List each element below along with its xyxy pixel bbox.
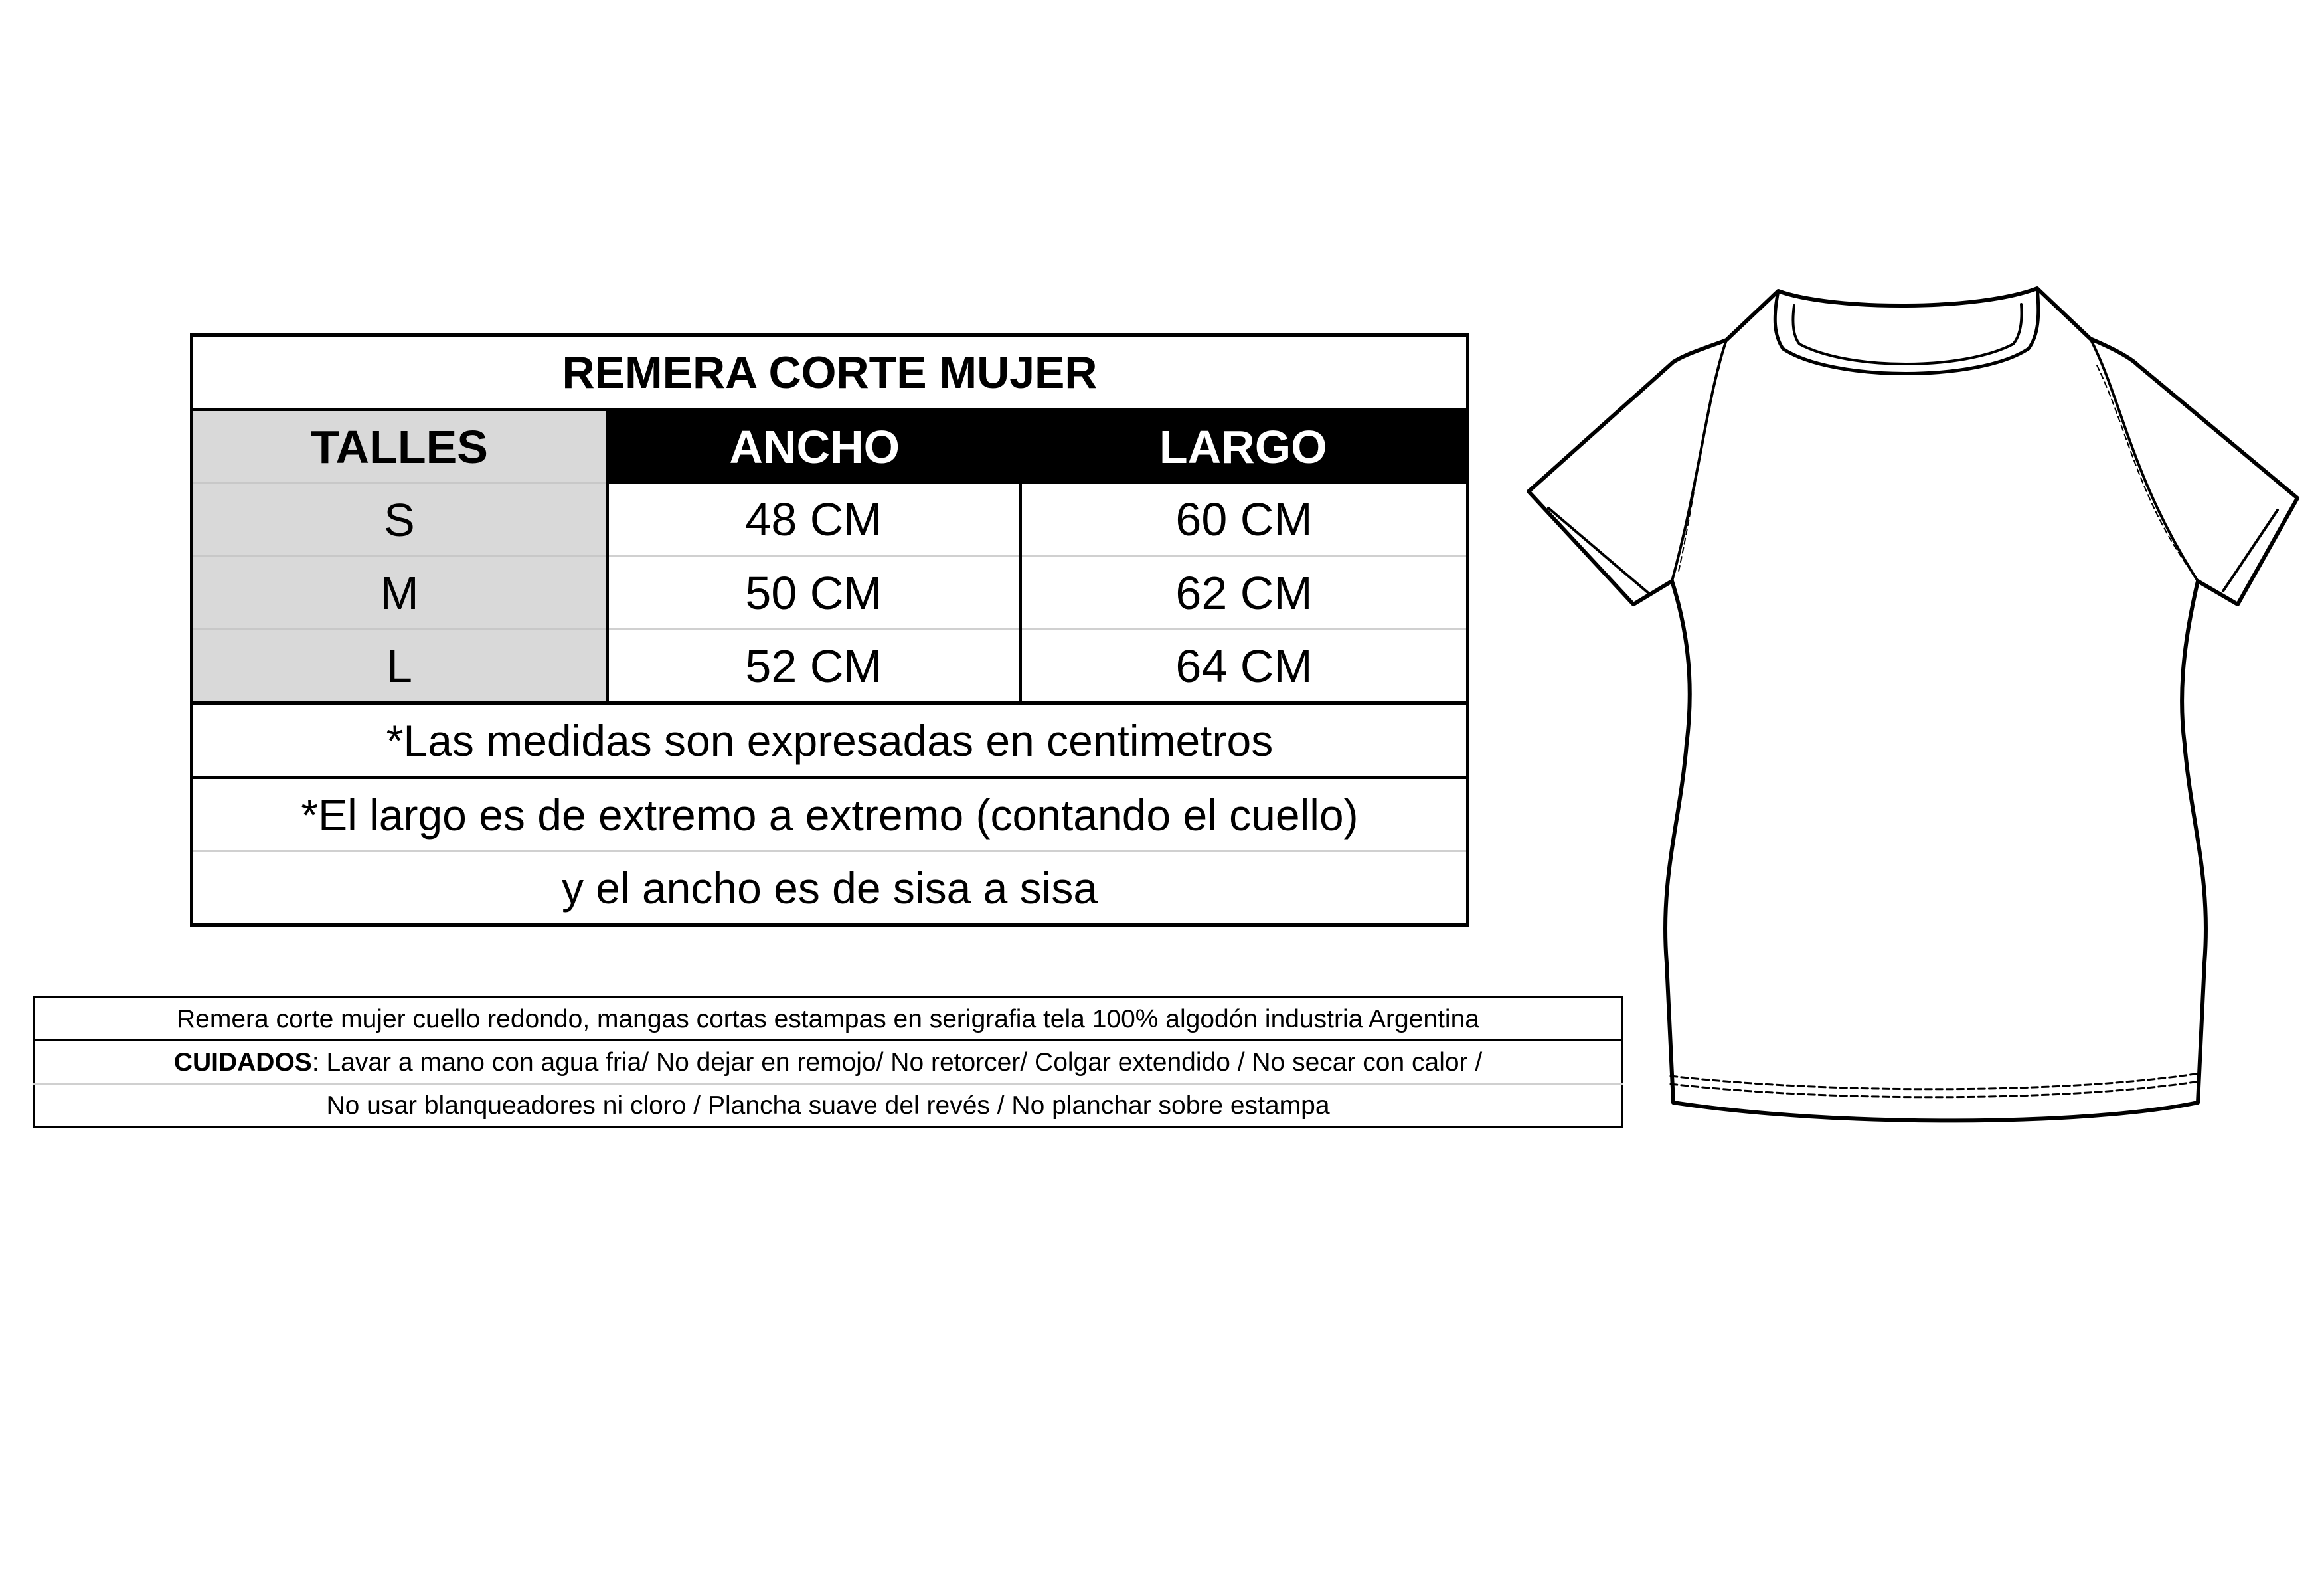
ancho-value: 50 CM [608, 557, 1021, 630]
header-largo: LARGO [1021, 410, 1468, 484]
ancho-value: 48 CM [608, 484, 1021, 557]
tshirt-body-outline [1529, 288, 2297, 1120]
size-row [192, 557, 1468, 630]
product-description: Remera corte mujer cuello redondo, mangas cortas estampas en serigrafia tela 100% algodón industria Argentina [35, 998, 1622, 1041]
size-label: L [192, 630, 608, 703]
tshirt-collar-inner [1793, 304, 2021, 364]
tshirt-icon [1521, 279, 2311, 1136]
largo-value: 62 CM [1021, 557, 1468, 630]
tshirt-right-armhole-seam [2090, 339, 2198, 581]
tshirt-left-side-stitch [1679, 365, 1720, 571]
note-largo: *El largo es de extremo a extremo (contando el cuello) [192, 778, 1468, 851]
note-units: *Las medidas son expresadas en centimetros [192, 703, 1468, 778]
size-chart-title: REMERA CORTE MUJER [192, 335, 1468, 410]
care-instructions-line-2: No usar blanqueadores ni cloro / Plancha suave del revés / No planchar sobre estampa [326, 1091, 1330, 1120]
tshirt-bottom-hem-stitch [1671, 1073, 2199, 1089]
size-label: M [192, 557, 608, 630]
note-ancho: y el ancho es de sisa a sisa [192, 851, 1468, 925]
tshirt-left-sleeve-hem [1548, 508, 1650, 594]
size-label: S [192, 484, 608, 557]
ancho-value: 52 CM [608, 630, 1021, 703]
care-text: : Lavar a mano con agua fria/ No dejar en remojo/ No retorcer/ Colgar extendido / No secar con calor / [311, 1047, 1483, 1077]
product-info-box [33, 996, 1623, 1128]
header-ancho: ANCHO [608, 410, 1021, 484]
size-row [192, 630, 1468, 703]
care-label: CUIDADOS [173, 1047, 312, 1077]
largo-value: 64 CM [1021, 630, 1468, 703]
largo-value: 60 CM [1175, 493, 1313, 545]
header-talles: TALLES [192, 410, 608, 484]
size-chart-table [190, 333, 1469, 927]
size-row [192, 484, 1468, 557]
care-instructions-line-1 [35, 1041, 1622, 1084]
